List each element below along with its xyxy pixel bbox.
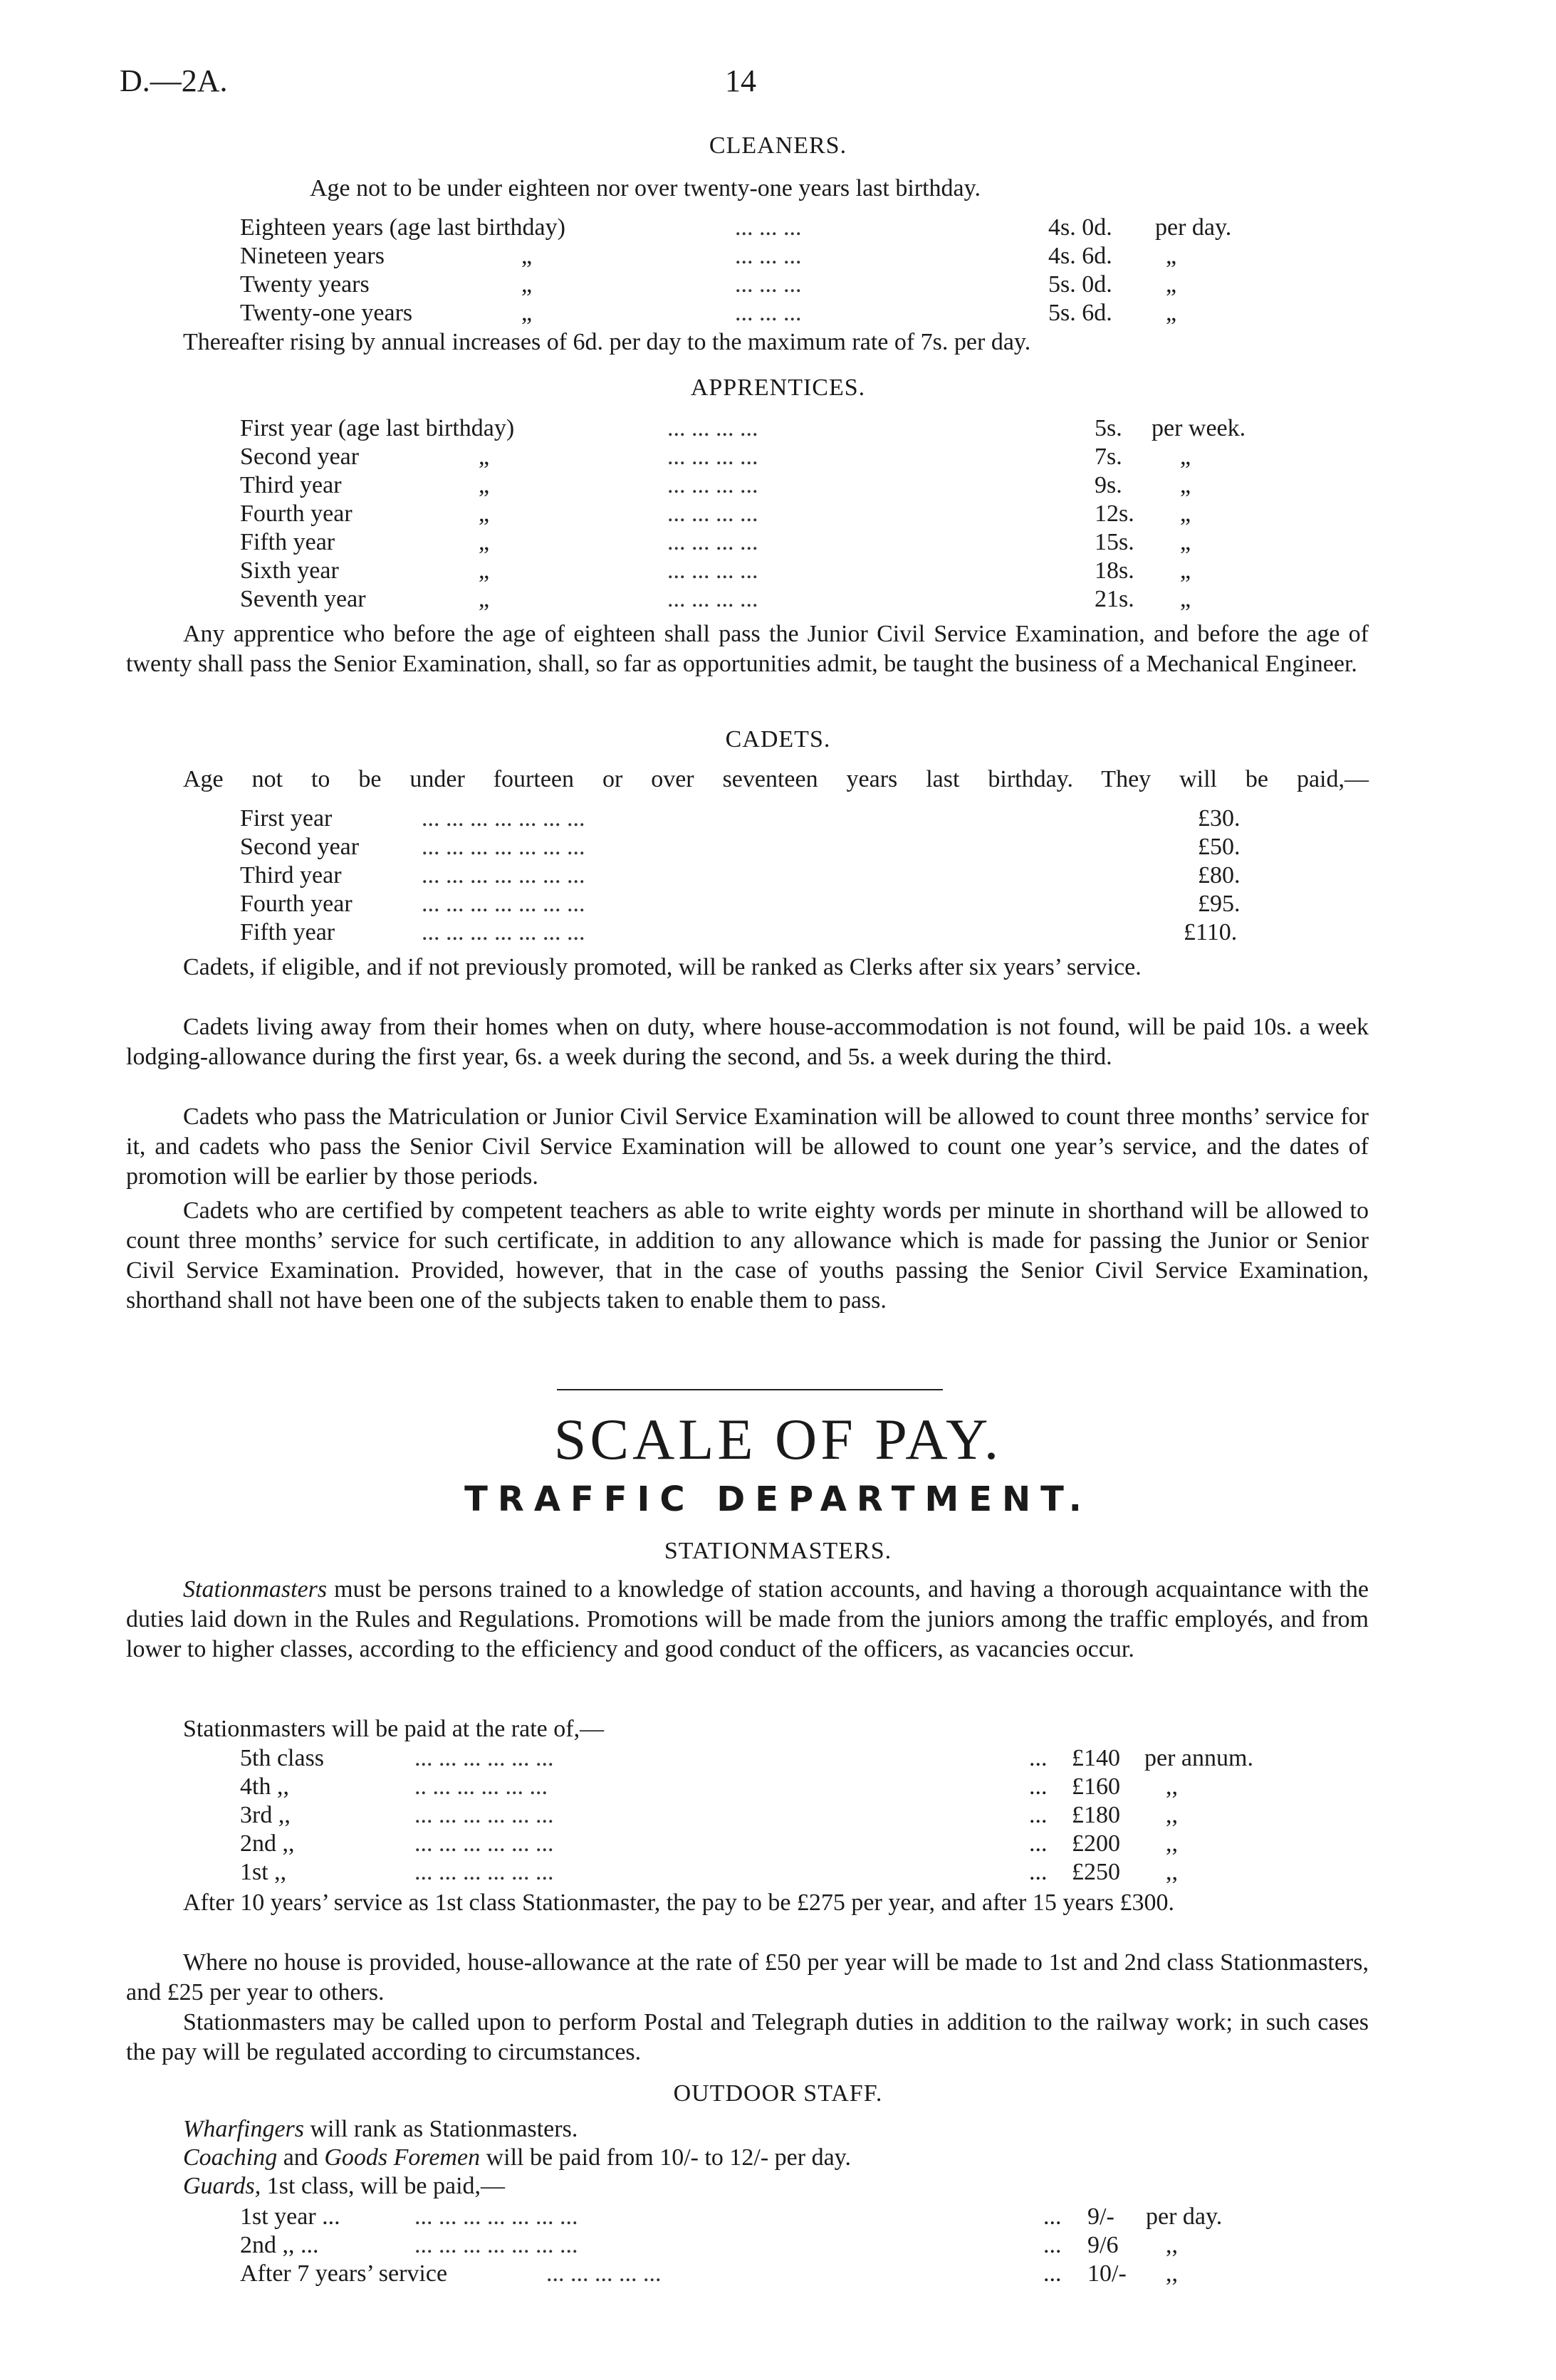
goods-foremen-label: Goods Foremen xyxy=(324,2144,481,2171)
row-unit: ,, xyxy=(1166,1802,1178,1828)
wharfingers-text: will rank as Stationmasters. xyxy=(304,2116,578,2142)
row-label: Sixth year xyxy=(240,557,339,584)
leader-dots-end: ... xyxy=(1029,1773,1048,1800)
row-label: 2nd ,, xyxy=(240,1830,295,1857)
row-rate: £180 xyxy=(1072,1802,1120,1828)
cadets-paragraph-4: Cadets who are certified by competent teachers as able to write eighty words per minute in shorthand will be allowed to count three months’ service for such certificate, in addition to any allowance which is made for passing the Junior or Senior Civil Service Examination. Provided, however, that in the case of youths passing the Senior Civil Service Examination, shorthand shall not have been one of the subjects taken to enable them to pass. xyxy=(126,1197,1369,1314)
stationmasters-paragraph-2: Where no house is provided, house-allowance at the rate of £50 per year will be made to 1st and 2nd class Stationmasters, and £25 per year to others. xyxy=(126,1949,1369,2006)
row-unit: ,, xyxy=(1166,1773,1178,1800)
row-label: Twenty years xyxy=(240,271,370,298)
leader-dots: ... ... ... ... xyxy=(667,500,758,527)
leader-dots: ... ... ... ... ... ... xyxy=(414,1830,554,1857)
row-label: Second year xyxy=(240,444,360,470)
row-label: Third year xyxy=(240,862,342,888)
row-rate: 12s. xyxy=(1095,500,1134,527)
page-id: D.—2A. xyxy=(120,63,228,98)
row-label: First year (age last birthday) xyxy=(240,415,515,441)
stationmasters-paragraph-3: Stationmasters may be called upon to perform Postal and Telegraph duties in addition to the railway work; in such cases the pay will be regulated according to circumstances. xyxy=(126,2009,1369,2065)
stationmasters-heading: STATIONMASTERS. xyxy=(664,1538,892,1564)
row-label: Third year xyxy=(240,472,342,498)
leader-dots: ... ... ... ... ... ... ... xyxy=(422,805,585,832)
leader-dots-end: ... xyxy=(1029,1802,1048,1828)
row-unit: per day. xyxy=(1146,2203,1223,2230)
stationmasters-paragraph xyxy=(126,1575,1369,1665)
coaching-and: and xyxy=(277,2144,325,2171)
leader-dots: ... ... ... ... ... ... ... xyxy=(422,891,585,917)
guards-text: 1st class, will be paid,— xyxy=(261,2173,506,2199)
row-label: Eighteen years (age last birthday) xyxy=(240,214,565,241)
scale-of-pay-title: SCALE OF PAY. xyxy=(553,1407,1003,1472)
leader-dots: ... ... ... xyxy=(735,214,802,241)
row-rate: 5s. 6d. xyxy=(1048,300,1112,326)
outdoor-staff-heading: OUTDOOR STAFF. xyxy=(673,2080,883,2107)
ditto-mark: „ xyxy=(521,243,533,269)
row-rate: £95. xyxy=(1198,891,1241,917)
row-unit: ,, xyxy=(1166,1830,1178,1857)
leader-dots: ... ... ... ... ... xyxy=(546,2260,662,2287)
row-rate: £30. xyxy=(1198,805,1241,832)
row-unit: „ xyxy=(1180,557,1191,584)
row-rate: 7s. xyxy=(1095,444,1122,470)
row-label: 5th class xyxy=(240,1745,325,1771)
ditto-mark: „ xyxy=(479,557,490,584)
leader-dots: ... ... ... ... ... ... ... xyxy=(414,2203,578,2230)
ditto-mark: „ xyxy=(521,300,533,326)
row-rate: 9s. xyxy=(1095,472,1122,498)
apprentices-note: Any apprentice who before the age of eighteen shall pass the Junior Civil Service Examination, and before the age of twenty shall pass the Senior Examination, shall, so far as opportunities admit, be taught the business of a Mechanical Engineer. xyxy=(126,621,1369,677)
row-rate: £50. xyxy=(1198,834,1241,860)
row-label: Second year xyxy=(240,834,360,860)
leader-dots: ... ... ... ... xyxy=(667,586,758,612)
row-unit: per day. xyxy=(1155,214,1232,241)
wharfingers-line xyxy=(183,2116,578,2143)
leader-dots-end: ... xyxy=(1029,1745,1048,1771)
leader-dots: ... ... ... ... ... ... ... xyxy=(422,919,585,945)
leader-dots-end: ... xyxy=(1043,2203,1062,2230)
wharfingers-label: Wharfingers xyxy=(183,2116,304,2142)
coaching-text: will be paid from 10/- to 12/- per day. xyxy=(480,2144,851,2171)
leader-dots: ... ... ... xyxy=(735,300,802,326)
leader-dots: ... ... ... ... ... ... xyxy=(414,1802,554,1828)
row-rate: £110. xyxy=(1184,919,1238,945)
cleaners-note: Thereafter rising by annual increases of 6d. per day to the maximum rate of 7s. per day. xyxy=(183,329,1031,355)
cleaners-heading: CLEANERS. xyxy=(709,132,847,159)
row-rate: 4s. 6d. xyxy=(1048,243,1112,269)
leader-dots-end: ... xyxy=(1029,1859,1048,1885)
row-rate: 5s. 0d. xyxy=(1048,271,1112,298)
cadets-paragraph-1: Cadets, if eligible, and if not previously promoted, will be ranked as Clerks after six years’ service. xyxy=(183,954,1142,980)
row-unit: „ xyxy=(1166,300,1177,326)
row-label: 3rd ,, xyxy=(240,1802,291,1828)
stationmasters-pay-intro: Stationmasters will be paid at the rate of,— xyxy=(183,1716,605,1742)
row-label: Fifth year xyxy=(240,529,335,555)
stationmasters-lead-rest: must be persons trained to a knowledge of station accounts, and having a thorough acquaintance with the duties laid down in the Rules and Regulations. Promotions will be made from the juniors among the traffic employés, and from lower to higher classes, according to the efficiency and good conduct of the officers, as vacancies occur. xyxy=(126,1576,1369,1662)
leader-dots: ... ... ... ... ... ... ... xyxy=(422,862,585,888)
ditto-mark: „ xyxy=(479,586,490,612)
leader-dots: ... ... ... ... ... ... xyxy=(414,1859,554,1885)
leader-dots: ... ... ... ... xyxy=(667,557,758,584)
leader-dots: ... ... ... ... xyxy=(667,529,758,555)
row-label: 1st year ... xyxy=(240,2203,340,2230)
cleaners-intro: Age not to be under eighteen nor over twenty-one years last birthday. xyxy=(310,175,981,201)
row-rate: 5s. xyxy=(1095,415,1122,441)
row-unit: ,, xyxy=(1166,1859,1178,1885)
row-rate: 4s. 0d. xyxy=(1048,214,1112,241)
row-rate: £140 xyxy=(1072,1745,1120,1771)
row-label: Fourth year xyxy=(240,891,353,917)
guards-line xyxy=(183,2173,505,2200)
section-divider xyxy=(557,1389,943,1390)
row-label: Fourth year xyxy=(240,500,353,527)
stationmasters-lead: Stationmasters xyxy=(183,1576,328,1603)
row-label: Nineteen years xyxy=(240,243,385,269)
ditto-mark: „ xyxy=(479,472,490,498)
row-rate: 21s. xyxy=(1095,586,1134,612)
leader-dots: ... ... ... ... xyxy=(667,415,758,441)
row-unit: „ xyxy=(1180,444,1191,470)
row-unit: „ xyxy=(1180,586,1191,612)
leader-dots-end: ... xyxy=(1029,1830,1048,1857)
row-unit: ,, xyxy=(1166,2260,1178,2287)
page-number: 14 xyxy=(725,63,756,98)
row-label: Seventh year xyxy=(240,586,366,612)
row-rate: 18s. xyxy=(1095,557,1134,584)
leader-dots-end: ... xyxy=(1043,2260,1062,2287)
leader-dots-end: ... xyxy=(1043,2232,1062,2258)
row-rate: £80. xyxy=(1198,862,1241,888)
cadets-heading: CADETS. xyxy=(725,726,831,753)
row-rate: £250 xyxy=(1072,1859,1120,1885)
row-unit: ,, xyxy=(1166,2232,1178,2258)
leader-dots: ... ... ... ... ... ... xyxy=(414,1745,554,1771)
row-rate: 9/6 xyxy=(1087,2232,1119,2258)
cadets-paragraph-3: Cadets who pass the Matriculation or Junior Civil Service Examination will be allowed to count three months’ service for it, and cadets who pass the Senior Civil Service Examination will be allowed to count one year’s service, and the dates of promotion will be earlier by those periods. xyxy=(126,1103,1369,1190)
row-label: 4th ,, xyxy=(240,1773,289,1800)
row-label: Twenty-one years xyxy=(240,300,413,326)
leader-dots: ... ... ... ... xyxy=(667,472,758,498)
ditto-mark: „ xyxy=(479,444,490,470)
row-unit: per week. xyxy=(1152,415,1246,441)
apprentices-heading: APPRENTICES. xyxy=(690,374,866,401)
coaching-label: Coaching xyxy=(183,2144,278,2171)
ditto-mark: „ xyxy=(521,271,533,298)
row-rate: 9/- xyxy=(1087,2203,1114,2230)
department-title: TRAFFIC DEPARTMENT. xyxy=(464,1479,1092,1519)
row-rate: £160 xyxy=(1072,1773,1120,1800)
leader-dots: ... ... ... ... ... ... ... xyxy=(422,834,585,860)
row-label: After 7 years’ service xyxy=(240,2260,448,2287)
row-unit: „ xyxy=(1180,500,1191,527)
row-rate: 10/- xyxy=(1087,2260,1127,2287)
guards-label: Guards, xyxy=(183,2173,261,2199)
row-rate: 15s. xyxy=(1095,529,1134,555)
cadets-intro: Age not to be under fourteen or over seventeen years last birthday. They will be paid,— xyxy=(183,766,1369,792)
leader-dots: ... ... ... xyxy=(735,243,802,269)
row-label: 2nd ,, ... xyxy=(240,2232,319,2258)
row-unit: per annum. xyxy=(1144,1745,1253,1771)
row-label: First year xyxy=(240,805,333,832)
leader-dots: ... ... ... ... ... ... ... xyxy=(414,2232,578,2258)
leader-dots: .. ... ... ... ... ... xyxy=(414,1773,548,1800)
row-unit: „ xyxy=(1166,243,1177,269)
stationmasters-paragraph-1: After 10 years’ service as 1st class Stationmaster, the pay to be £275 per year, and after 15 years £300. xyxy=(183,1889,1175,1916)
row-unit: „ xyxy=(1180,529,1191,555)
coaching-line xyxy=(183,2144,851,2171)
cadets-paragraph-2: Cadets living away from their homes when on duty, where house-accommodation is not found, will be paid 10s. a week lodging-allowance during the first year, 6s. a week during the second, and 5s. a week during the third. xyxy=(126,1014,1369,1070)
row-label: 1st ,, xyxy=(240,1859,287,1885)
leader-dots: ... ... ... xyxy=(735,271,802,298)
ditto-mark: „ xyxy=(479,529,490,555)
ditto-mark: „ xyxy=(479,500,490,527)
row-rate: £200 xyxy=(1072,1830,1120,1857)
row-unit: „ xyxy=(1166,271,1177,298)
row-unit: „ xyxy=(1180,472,1191,498)
row-label: Fifth year xyxy=(240,919,335,945)
leader-dots: ... ... ... ... xyxy=(667,444,758,470)
